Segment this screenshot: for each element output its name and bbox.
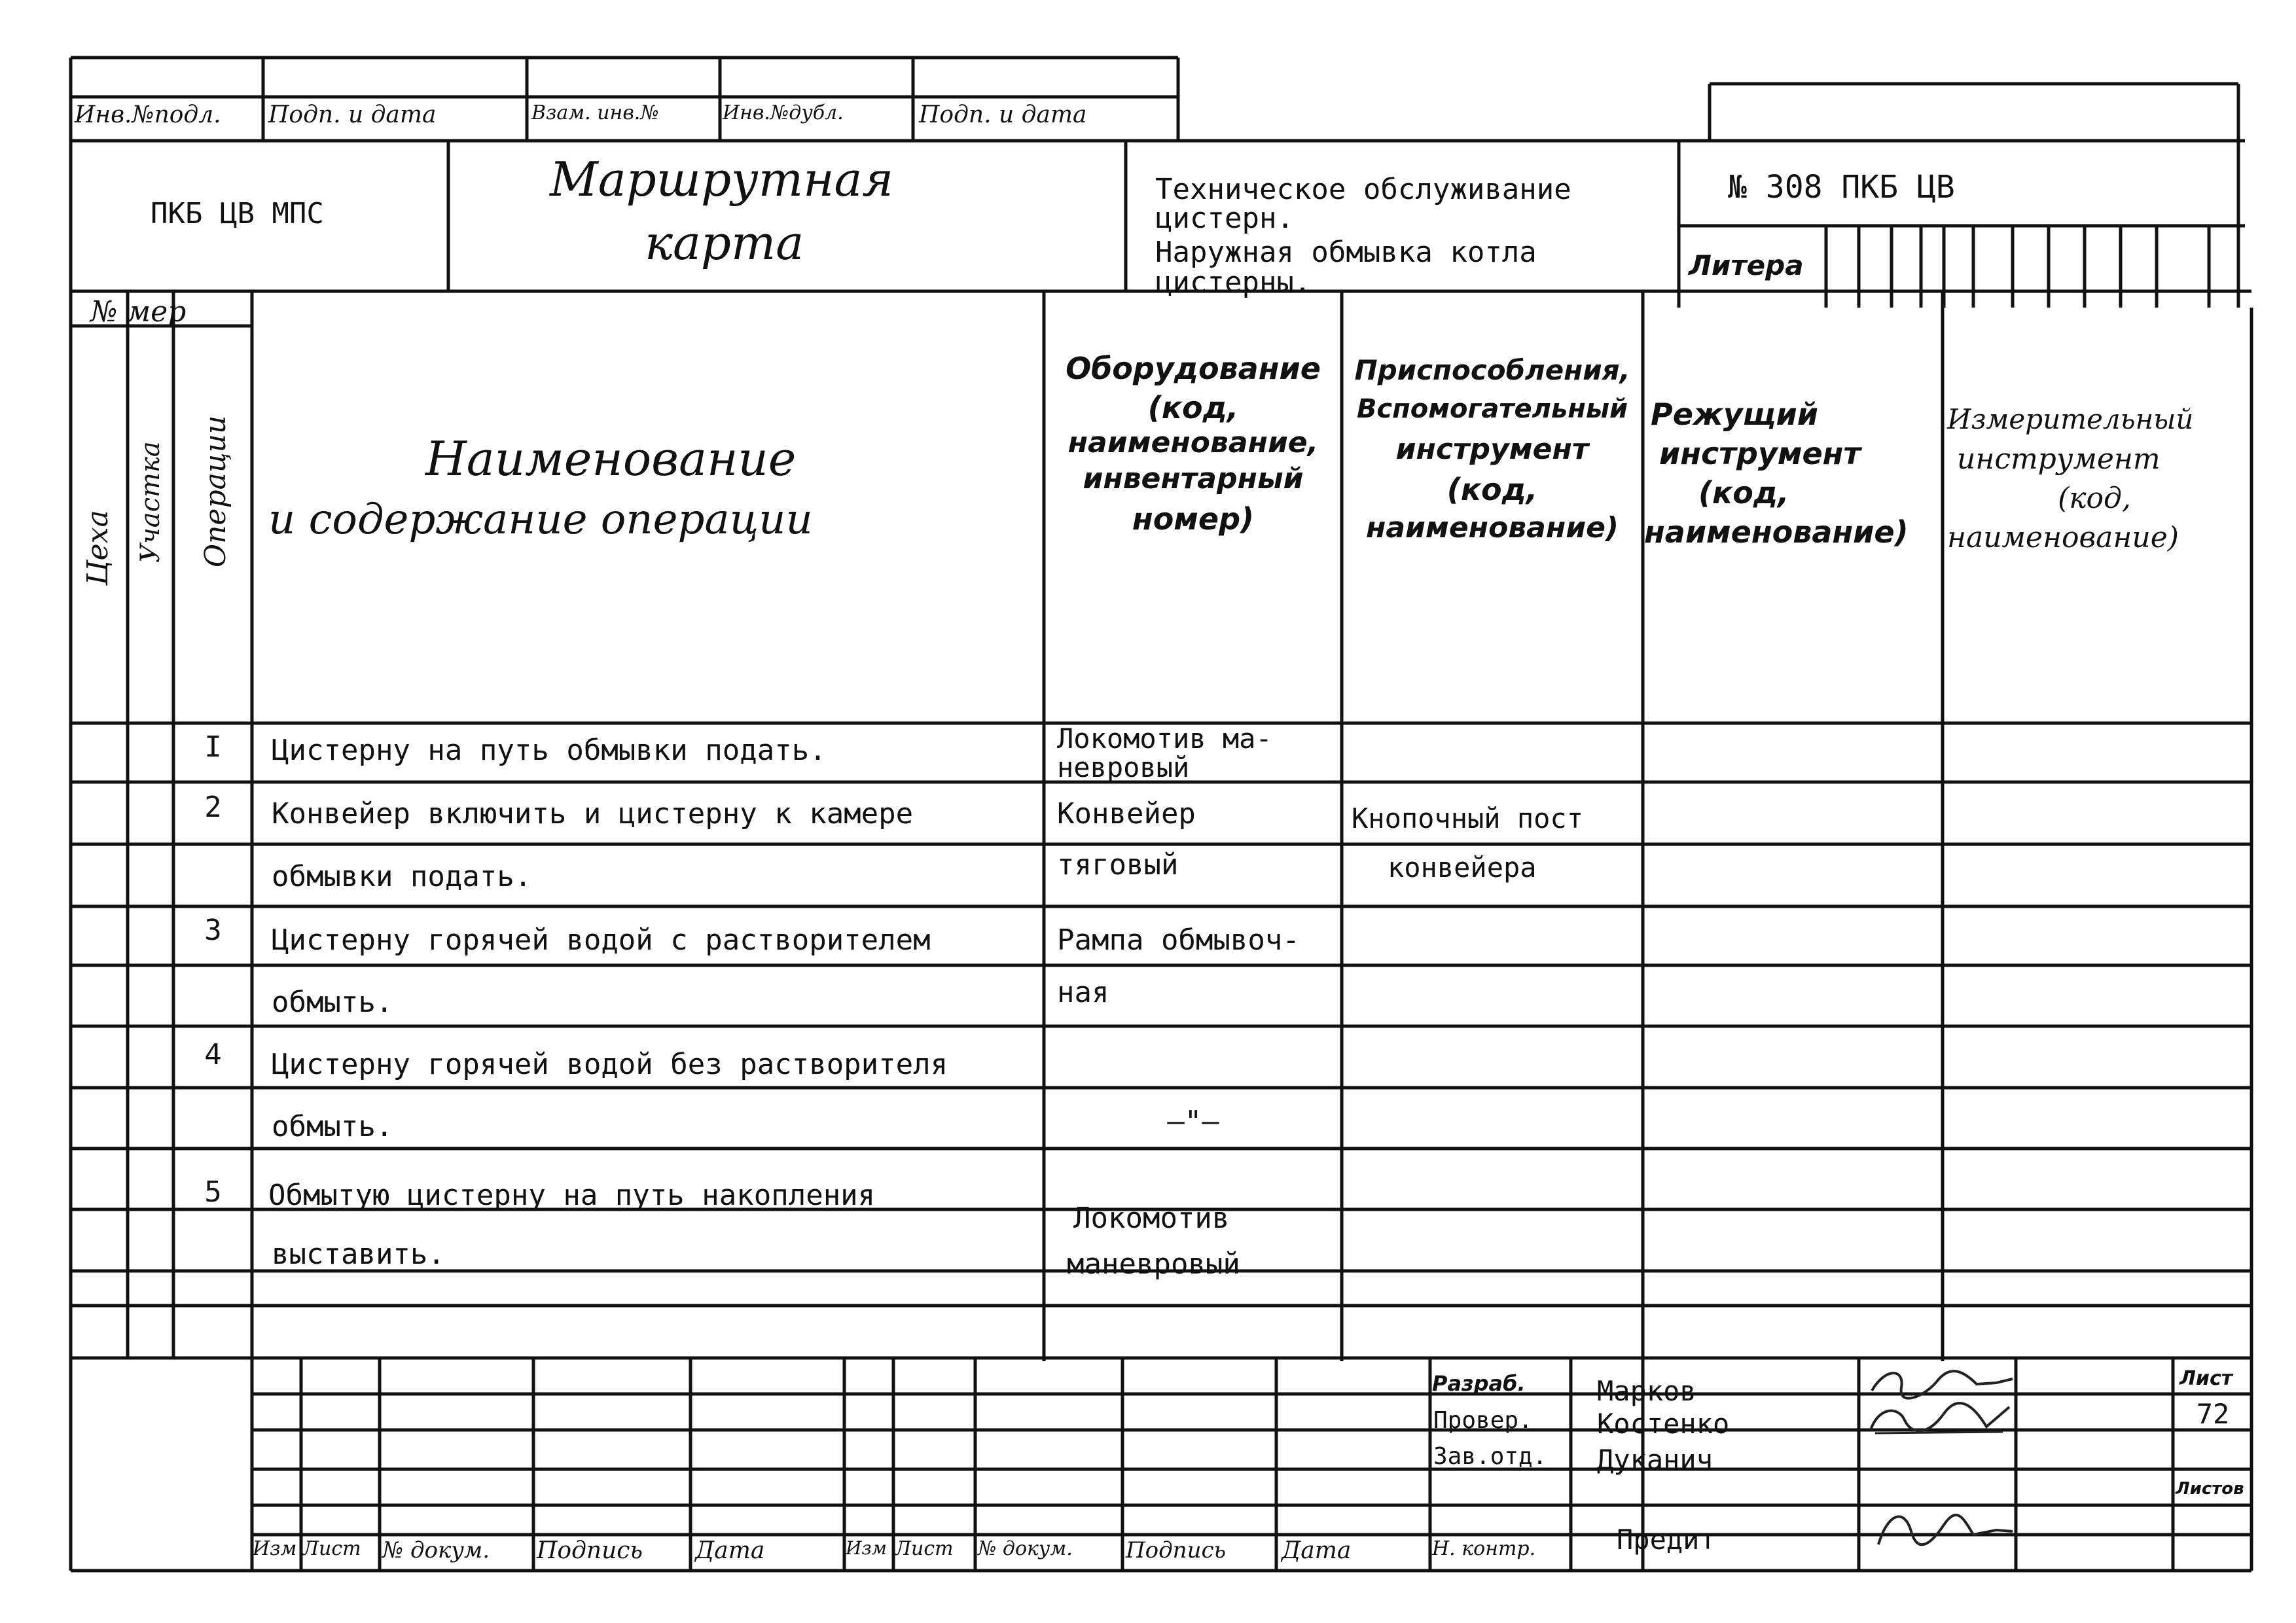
footer-izm-label: Изм — [253, 1537, 297, 1560]
op-equipment-cont: маневровый — [1067, 1247, 1240, 1281]
footer-date-label-2: Дата — [1282, 1537, 1352, 1564]
cutting-header-3: (код, — [1698, 475, 1789, 510]
role-developed: Разраб. — [1432, 1371, 1526, 1396]
subject-line-1: Техническое обслуживание — [1155, 173, 1571, 206]
fixtures-header-2: Вспомогательный — [1356, 394, 1628, 424]
op-equipment-cont: тяговый — [1057, 848, 1179, 882]
op-text-cont: обмыть. — [272, 986, 393, 1019]
footer-list-label-2: Лист — [895, 1537, 954, 1560]
tsekha-header: Цеха — [81, 510, 115, 586]
equipment-header-4: инвентарный — [1083, 462, 1304, 495]
footer-signature-label: Подпись — [537, 1537, 643, 1564]
stamp-podp-data: Подп. и дата — [268, 101, 437, 128]
op-fixture-cont: конвейера — [1388, 851, 1537, 883]
op-text: Цистерну на путь обмывки подать. — [272, 734, 827, 767]
fixtures-header-1: Приспособления, — [1354, 354, 1630, 386]
name-norm-control: Предит — [1617, 1524, 1716, 1556]
op-equipment: Локомотив — [1073, 1202, 1230, 1235]
measuring-header-2: инструмент — [1957, 442, 2161, 476]
fixtures-header-4: (код, — [1446, 472, 1538, 507]
op-number: I — [204, 730, 222, 764]
subject-line-4: цистерны. — [1155, 266, 1312, 299]
op-text-cont: выставить. — [272, 1238, 445, 1271]
sheets-label: Листов — [2176, 1479, 2244, 1499]
measuring-header-3: (код, — [2058, 482, 2131, 515]
op-fixture: Кнопочный пост — [1352, 802, 1584, 834]
equipment-header-2: (код, — [1147, 390, 1239, 425]
op-equipment: Конвейер — [1057, 797, 1196, 830]
organization: ПКБ ЦВ МПС — [151, 197, 324, 230]
name-header-line2: и содержание операции — [268, 495, 813, 544]
footer-signature-label-2: Подпись — [1126, 1537, 1227, 1563]
cutting-header-1: Режущий — [1651, 397, 1818, 432]
measuring-header-1: Измерительный — [1947, 403, 2194, 435]
op-text-cont: обмыть. — [272, 1110, 393, 1143]
cutting-header-4: наименование) — [1644, 514, 1909, 550]
stamp-vzam-inv: Взам. инв.№ — [531, 101, 659, 124]
footer-docnum-label-2: № докум. — [978, 1537, 1073, 1560]
op-text: Конвейер включить и цистерну к камере — [272, 797, 914, 830]
name-checker: Костенко — [1597, 1408, 1730, 1440]
nomer-header: № мер — [90, 295, 187, 329]
op-number: 5 — [204, 1175, 222, 1209]
role-norm-control: Н. контр. — [1432, 1537, 1536, 1560]
doc-number: № 308 ПКБ ЦВ — [1728, 169, 1955, 205]
fixtures-header-3: инструмент — [1395, 433, 1589, 466]
op-number: 4 — [204, 1038, 222, 1071]
equipment-header-5: номер) — [1132, 501, 1255, 537]
measuring-header-4: наименование) — [1947, 521, 2179, 554]
equipment-header-3: наименование, — [1067, 426, 1319, 459]
operatsii-header: Операции — [199, 415, 232, 567]
name-header-line1: Наименование — [425, 431, 797, 486]
stamp-podp-data-2: Подп. и дата — [919, 101, 1087, 128]
name-developer: Марков — [1597, 1375, 1696, 1407]
stamp-inv-podl: Инв.№подл. — [75, 101, 221, 128]
op-equipment: Рампа обмывоч- — [1057, 923, 1300, 957]
sheet-number: 72 — [2196, 1398, 2230, 1430]
op-equipment-ditto: –"– — [1167, 1105, 1219, 1138]
signature-developer — [1865, 1364, 2016, 1404]
role-head-dept: Зав.отд. — [1433, 1443, 1547, 1470]
footer-list-label: Лист — [302, 1537, 361, 1560]
op-text: Цистерну горячей водой без растворителя — [272, 1048, 948, 1081]
sheet-label: Лист — [2179, 1367, 2233, 1390]
signature-checker — [1865, 1400, 2016, 1440]
op-equipment: Локомотив ма- — [1057, 722, 1272, 755]
footer-date-label: Дата — [695, 1537, 765, 1564]
doc-type-line1: Маршрутная — [550, 152, 894, 207]
litera-label: Литера — [1689, 249, 1804, 281]
footer-docnum-label: № докум. — [382, 1537, 490, 1563]
subject-line-2: цистерн. — [1155, 202, 1294, 235]
cutting-header-2: инструмент — [1659, 436, 1861, 471]
op-number: 3 — [204, 914, 222, 947]
op-number: 2 — [204, 791, 222, 824]
role-checked: Провер. — [1433, 1407, 1533, 1434]
uchastka-header: Участка — [135, 441, 166, 563]
footer-izm-label-2: Изм — [846, 1537, 887, 1559]
op-text: Обмытую цистерну на путь накопления — [268, 1179, 876, 1212]
op-equipment-cont: невровый — [1057, 751, 1190, 783]
name-head: Дуканич — [1597, 1444, 1713, 1476]
fixtures-header-5: наименование) — [1365, 511, 1619, 544]
subject-line-3: Наружная обмывка котла — [1155, 236, 1537, 269]
stamp-inv-dubl: Инв.№дубл. — [723, 101, 844, 124]
op-text-cont: обмывки подать. — [272, 860, 532, 893]
signature-norm-control — [1865, 1505, 2016, 1551]
equipment-header-1: Оборудование — [1066, 351, 1321, 386]
op-equipment-cont: ная — [1057, 976, 1109, 1009]
op-text: Цистерну горячей водой с растворителем — [272, 923, 931, 957]
doc-type-line2: карта — [645, 215, 804, 270]
